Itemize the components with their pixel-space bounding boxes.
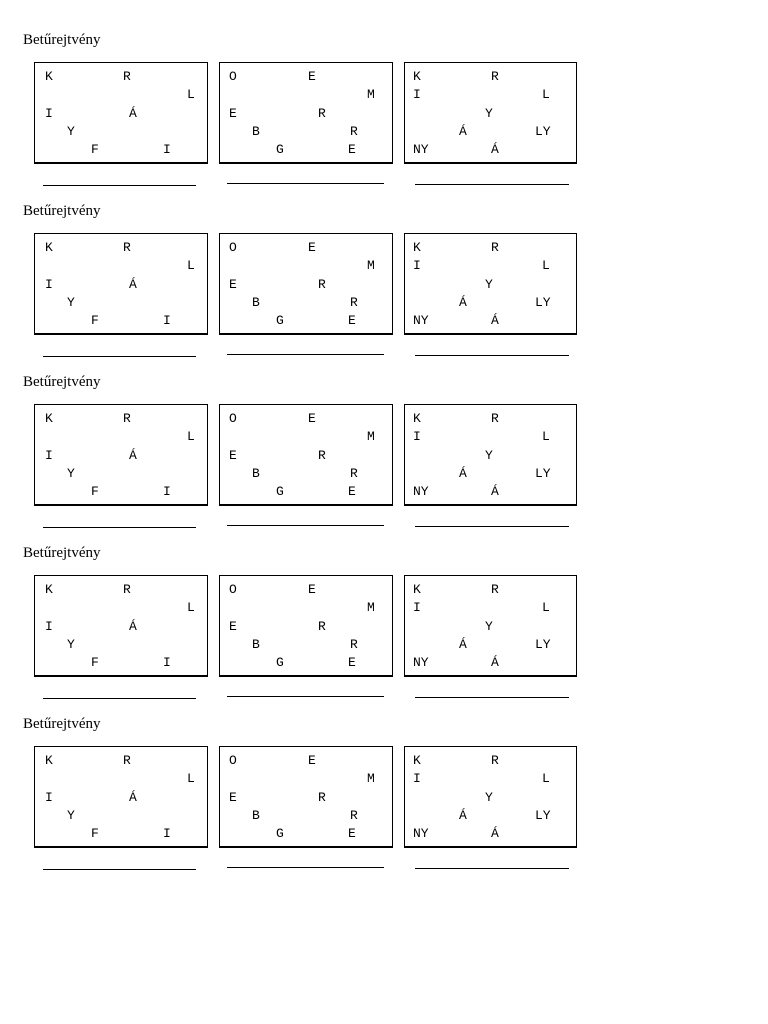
section-title: Betűrejtvény: [23, 545, 101, 561]
puzzle-letter: O: [229, 240, 237, 255]
puzzle-letter: Á: [129, 790, 137, 805]
puzzle-letter: E: [348, 313, 356, 328]
puzzle-letter: R: [123, 753, 131, 768]
puzzle-letter: L: [542, 600, 550, 615]
answer-line[interactable]: [43, 869, 196, 870]
puzzle-letter: LY: [535, 466, 551, 481]
puzzle-letter: I: [45, 448, 53, 463]
puzzle-letter: M: [367, 771, 375, 786]
puzzle-letter: E: [308, 240, 316, 255]
answer-line[interactable]: [415, 868, 569, 869]
puzzle-letter: B: [252, 295, 260, 310]
puzzle-letter: K: [45, 411, 53, 426]
puzzle-section: [0, 513, 768, 684]
puzzle-letter: R: [350, 466, 358, 481]
puzzle-letter: Á: [129, 619, 137, 634]
puzzle-letter: Á: [459, 295, 467, 310]
puzzle-letter: R: [123, 411, 131, 426]
letter-puzzle-box: [404, 746, 577, 848]
puzzle-letter: Y: [485, 619, 493, 634]
puzzle-letter: L: [187, 87, 195, 102]
letter-puzzle-box: [404, 62, 577, 164]
puzzle-letter: F: [91, 826, 99, 841]
puzzle-letter: R: [491, 582, 499, 597]
puzzle-letter: E: [229, 790, 237, 805]
puzzle-letter: L: [187, 771, 195, 786]
puzzle-letter: R: [350, 124, 358, 139]
letter-puzzle-box: [404, 575, 577, 677]
puzzle-letter: K: [413, 753, 421, 768]
puzzle-letter: K: [413, 240, 421, 255]
puzzle-letter: I: [163, 826, 171, 841]
puzzle-letter: NY: [413, 826, 429, 841]
puzzle-letter: R: [318, 448, 326, 463]
answer-line[interactable]: [227, 867, 384, 868]
puzzle-letter: Á: [459, 637, 467, 652]
puzzle-letter: Á: [129, 277, 137, 292]
puzzle-letter: L: [187, 429, 195, 444]
puzzle-letter: Á: [459, 124, 467, 139]
puzzle-letter: K: [45, 240, 53, 255]
puzzle-letter: R: [350, 295, 358, 310]
puzzle-letter: K: [45, 582, 53, 597]
puzzle-letter: G: [276, 142, 284, 157]
section-title: Betűrejtvény: [23, 203, 101, 219]
letter-puzzle-box: [404, 404, 577, 506]
puzzle-letter: R: [123, 240, 131, 255]
letter-puzzle-box: [34, 746, 208, 848]
puzzle-letter: Y: [67, 808, 75, 823]
letter-puzzle-box: [219, 575, 393, 677]
puzzle-letter: L: [542, 429, 550, 444]
puzzle-letter: F: [91, 484, 99, 499]
puzzle-letter: E: [229, 277, 237, 292]
puzzle-letter: R: [350, 808, 358, 823]
puzzle-letter: K: [45, 69, 53, 84]
puzzle-letter: Á: [491, 655, 499, 670]
puzzle-letter: LY: [535, 637, 551, 652]
puzzle-letter: L: [187, 258, 195, 273]
letter-puzzle-box: [219, 404, 393, 506]
puzzle-letter: M: [367, 258, 375, 273]
puzzle-letter: E: [308, 582, 316, 597]
puzzle-letter: E: [308, 411, 316, 426]
puzzle-letter: L: [542, 771, 550, 786]
letter-puzzle-box: [34, 575, 208, 677]
puzzle-letter: F: [91, 313, 99, 328]
puzzle-section: [0, 342, 768, 513]
section-title: Betűrejtvény: [23, 716, 101, 732]
puzzle-letter: F: [91, 655, 99, 670]
puzzle-letter: LY: [535, 808, 551, 823]
puzzle-letter: I: [413, 87, 421, 102]
puzzle-letter: F: [91, 142, 99, 157]
section-title: Betűrejtvény: [23, 32, 101, 48]
puzzle-letter: NY: [413, 484, 429, 499]
letter-puzzle-box: [34, 233, 208, 335]
puzzle-letter: Y: [67, 295, 75, 310]
puzzle-letter: Á: [459, 466, 467, 481]
puzzle-letter: E: [308, 69, 316, 84]
letter-puzzle-box: [219, 62, 393, 164]
puzzle-letter: I: [45, 277, 53, 292]
puzzle-letter: E: [348, 142, 356, 157]
puzzle-letter: O: [229, 582, 237, 597]
letter-puzzle-box: [34, 62, 208, 164]
puzzle-letter: I: [163, 484, 171, 499]
puzzle-letter: M: [367, 87, 375, 102]
letter-puzzle-box: [404, 233, 577, 335]
puzzle-letter: L: [187, 600, 195, 615]
puzzle-letter: R: [318, 790, 326, 805]
puzzle-letter: I: [413, 429, 421, 444]
puzzle-letter: Á: [491, 313, 499, 328]
puzzle-letter: Y: [485, 277, 493, 292]
puzzle-section: [0, 171, 768, 342]
puzzle-letter: Y: [67, 637, 75, 652]
puzzle-letter: R: [318, 619, 326, 634]
puzzle-letter: O: [229, 753, 237, 768]
puzzle-letter: Y: [67, 466, 75, 481]
puzzle-letter: I: [45, 619, 53, 634]
puzzle-letter: I: [413, 600, 421, 615]
puzzle-letter: Á: [491, 142, 499, 157]
puzzle-letter: R: [318, 277, 326, 292]
puzzle-letter: I: [45, 106, 53, 121]
puzzle-letter: R: [491, 753, 499, 768]
puzzle-letter: I: [413, 771, 421, 786]
puzzle-letter: I: [45, 790, 53, 805]
puzzle-letter: L: [542, 87, 550, 102]
puzzle-letter: B: [252, 808, 260, 823]
puzzle-letter: G: [276, 313, 284, 328]
puzzle-letter: I: [163, 142, 171, 157]
letter-puzzle-box: [34, 404, 208, 506]
puzzle-letter: R: [491, 69, 499, 84]
puzzle-letter: Á: [491, 826, 499, 841]
puzzle-letter: R: [318, 106, 326, 121]
puzzle-letter: M: [367, 429, 375, 444]
letter-puzzle-box: [219, 233, 393, 335]
puzzle-letter: LY: [535, 124, 551, 139]
puzzle-letter: E: [348, 655, 356, 670]
puzzle-letter: Y: [485, 106, 493, 121]
puzzle-letter: O: [229, 69, 237, 84]
puzzle-letter: Y: [485, 790, 493, 805]
puzzle-letter: Á: [129, 448, 137, 463]
puzzle-letter: E: [348, 826, 356, 841]
puzzle-letter: B: [252, 637, 260, 652]
puzzle-letter: G: [276, 655, 284, 670]
puzzle-letter: G: [276, 826, 284, 841]
puzzle-letter: R: [123, 69, 131, 84]
puzzle-letter: I: [163, 655, 171, 670]
puzzle-section: [0, 0, 768, 171]
puzzle-letter: LY: [535, 295, 551, 310]
puzzle-letter: I: [413, 258, 421, 273]
puzzle-letter: K: [413, 411, 421, 426]
puzzle-letter: E: [229, 619, 237, 634]
puzzle-letter: Y: [485, 448, 493, 463]
puzzle-letter: Á: [491, 484, 499, 499]
puzzle-letter: L: [542, 258, 550, 273]
puzzle-letter: E: [229, 448, 237, 463]
puzzle-letter: G: [276, 484, 284, 499]
puzzle-section: [0, 684, 768, 855]
puzzle-letter: NY: [413, 655, 429, 670]
puzzle-letter: Á: [459, 808, 467, 823]
puzzle-letter: K: [413, 582, 421, 597]
puzzle-letter: K: [45, 753, 53, 768]
puzzle-letter: R: [350, 637, 358, 652]
letter-puzzle-box: [219, 746, 393, 848]
puzzle-letter: R: [491, 240, 499, 255]
puzzle-letter: B: [252, 466, 260, 481]
puzzle-letter: Á: [129, 106, 137, 121]
section-title: Betűrejtvény: [23, 374, 101, 390]
puzzle-letter: O: [229, 411, 237, 426]
puzzle-letter: K: [413, 69, 421, 84]
puzzle-letter: E: [348, 484, 356, 499]
puzzle-letter: E: [308, 753, 316, 768]
puzzle-letter: Y: [67, 124, 75, 139]
puzzle-letter: I: [163, 313, 171, 328]
puzzle-letter: R: [123, 582, 131, 597]
puzzle-letter: R: [491, 411, 499, 426]
puzzle-letter: E: [229, 106, 237, 121]
puzzle-letter: M: [367, 600, 375, 615]
puzzle-letter: B: [252, 124, 260, 139]
puzzle-letter: NY: [413, 142, 429, 157]
puzzle-letter: NY: [413, 313, 429, 328]
